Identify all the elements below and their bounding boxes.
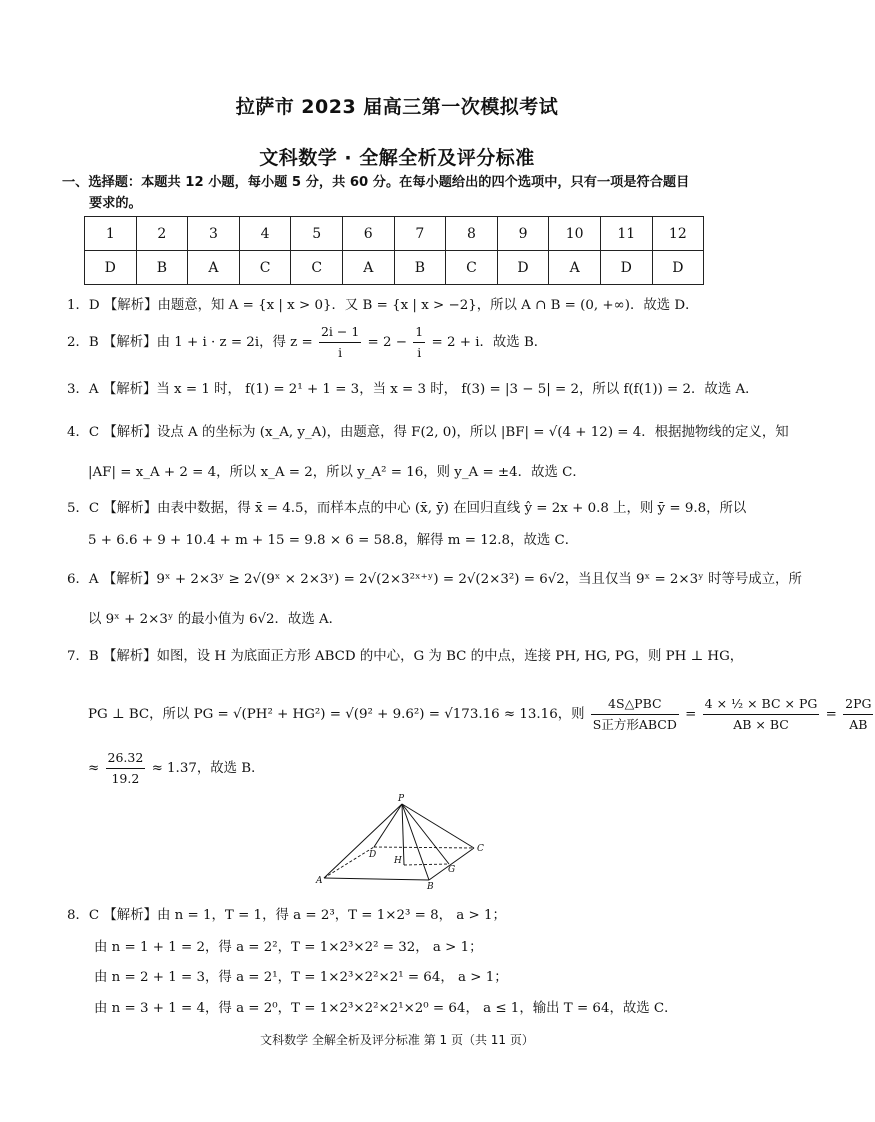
solution-2-fraction-1 [319, 322, 361, 363]
solution-7-text-end: ≈ 1.37，故选 B． [151, 761, 265, 776]
section-heading-line1: 一、选择题：本题共 12 小题，每小题 5 分，共 60 分。在每小题给出的四个选项中，只有一项是符合题目 [62, 175, 690, 190]
fraction-numerator: 4S△PBC [591, 694, 679, 715]
label-H: H [394, 856, 402, 866]
edge-PA [324, 804, 402, 878]
page-subtitle: 文科数学 · 全解全析及评分标准 [259, 147, 535, 169]
edge-PD [374, 804, 402, 847]
solution-8-line2: 由 n = 1 + 1 = 2，得 a = 2²，T = 1×2³×2² = 32， a > 1； [94, 940, 483, 955]
answer-cell: B [136, 251, 188, 285]
equals-sign: = [825, 707, 837, 722]
solution-2-text-mid: = 2 − [367, 335, 408, 350]
solution-7-fraction-2 [703, 694, 820, 735]
segment-PH [402, 804, 404, 865]
edge-DC [374, 847, 474, 848]
solution-7-line3 [88, 748, 265, 789]
edge-PB [402, 804, 429, 880]
solution-3: 3．A 【解析】当 x = 1 时， f(1) = 2¹ + 1 = 3，当 x = 3 时， f(3) = |3 − 5| = 2，所以 f(f(1)) = 2．故选 A． [67, 382, 759, 397]
solution-7-fraction-1 [591, 694, 679, 735]
solution-7-fraction-3 [843, 694, 873, 735]
fraction-numerator: 2PG [843, 694, 873, 715]
fraction-denominator: AB × BC [733, 717, 789, 732]
segment-HG [404, 864, 449, 865]
pyramid-figure [314, 790, 494, 890]
label-P: P [398, 794, 405, 804]
solution-2-text-end: = 2 + i．故选 B． [431, 335, 548, 350]
fraction-denominator: i [417, 345, 422, 360]
solution-5-line1: 5．C 【解析】由表中数据，得 x̄ = 4.5，而样本点的中心 (x̄, ȳ) 在回归直线 ŷ = 2x + 0.8 上，则 ȳ = 9.8，所以 [67, 501, 747, 516]
page-title: 拉萨市 2023 届高三第一次模拟考试 [235, 96, 559, 118]
fraction-numerator: 26.32 [106, 748, 146, 769]
answer-cell: D [85, 251, 137, 285]
solution-6-line1: 6．A 【解析】9ˣ + 2×3ʸ ≥ 2√(9ˣ × 2×3ʸ) = 2√(2×3²ˣ⁺ʸ) = 2√(2×3²) = 6√2，当且仅当 9ˣ = 2×3ʸ 时等号成立，所 [67, 572, 802, 587]
answer-cell: A [342, 251, 394, 285]
edge-PC [402, 804, 474, 848]
question-number-cell: 9 [497, 217, 549, 251]
solution-4-line1: 4．C 【解析】设点 A 的坐标为 (x_A, y_A)，由题意，得 F(2, 0)，所以 |BF| = √(4 + 12) = 4．根据抛物线的定义，知 [67, 425, 789, 440]
fraction-denominator: AB [849, 717, 868, 732]
fraction-denominator: i [338, 345, 343, 360]
fraction-numerator: 1 [413, 322, 425, 343]
answer-cell: A [188, 251, 240, 285]
page-footer: 文科数学 全解全析及评分标准 第 1 页（共 11 页） [260, 1033, 534, 1047]
question-number-cell: 4 [239, 217, 291, 251]
fraction-numerator: 2i − 1 [319, 322, 361, 343]
solution-7-text: PG ⊥ BC，所以 PG = √(PH² + HG²) = √(9² + 9.6²) = √173.16 ≈ 13.16，则 [88, 707, 585, 722]
approx-sign: ≈ [88, 761, 100, 776]
label-D: D [369, 850, 377, 860]
solution-1: 1．D 【解析】由题意，知 A = {x | x > 0}．又 B = {x | x > −2}，所以 A ∩ B = (0, +∞)．故选 D． [67, 298, 699, 313]
label-B: B [427, 882, 434, 892]
answer-cell: D [652, 251, 704, 285]
solution-7-line1: 7．B 【解析】如图，设 H 为底面正方形 ABCD 的中心，G 为 BC 的中点，连接 PH, HG, PG，则 PH ⊥ HG， [67, 649, 744, 664]
fraction-numerator: 4 × ½ × BC × PG [703, 694, 820, 715]
question-number-cell: 1 [85, 217, 137, 251]
solution-7-fraction-4 [106, 748, 146, 789]
question-number-cell: 8 [446, 217, 498, 251]
question-number-cell: 12 [652, 217, 704, 251]
answer-cell: C [446, 251, 498, 285]
label-G: G [448, 865, 456, 875]
question-number-cell: 11 [600, 217, 652, 251]
solution-5-line2: 5 + 6.6 + 9 + 10.4 + m + 15 = 9.8 × 6 = 58.8，解得 m = 12.8，故选 C． [88, 533, 579, 548]
question-number-cell: 6 [342, 217, 394, 251]
answer-table-answer-row [85, 251, 704, 285]
solution-2-text: 2．B 【解析】由 1 + i · z = 2i，得 z = [67, 335, 313, 350]
answer-cell: C [291, 251, 343, 285]
fraction-denominator: S正方形ABCD [592, 717, 677, 732]
answer-table-number-row [85, 217, 704, 251]
question-number-cell: 3 [188, 217, 240, 251]
edge-AD [324, 847, 377, 878]
fraction-denominator: 19.2 [111, 771, 140, 786]
solution-6-line2: 以 9ˣ + 2×3ʸ 的最小值为 6√2．故选 A． [88, 612, 343, 627]
label-A: A [316, 876, 323, 886]
question-number-cell: 5 [291, 217, 343, 251]
question-number-cell: 10 [549, 217, 601, 251]
answer-cell: C [239, 251, 291, 285]
question-number-cell: 7 [394, 217, 446, 251]
solution-8-line3: 由 n = 2 + 1 = 3，得 a = 2¹，T = 1×2³×2²×2¹ = 64， a > 1； [94, 970, 508, 985]
answer-cell: A [549, 251, 601, 285]
answer-cell: D [497, 251, 549, 285]
answer-table [84, 216, 704, 285]
solution-2-fraction-2 [413, 322, 425, 363]
answer-cell: B [394, 251, 446, 285]
label-C: C [477, 844, 484, 854]
solution-8-line1: 8．C 【解析】由 n = 1，T = 1，得 a = 2³，T = 1×2³ = 8， a > 1； [67, 908, 506, 923]
solution-4-line2: |AF| = x_A + 2 = 4，所以 x_A = 2，所以 y_A² = 16，则 y_A = ±4．故选 C． [88, 465, 586, 480]
section-heading [62, 172, 742, 214]
answer-cell: D [600, 251, 652, 285]
solution-2 [67, 322, 547, 363]
segment-PG [402, 804, 449, 864]
equals-sign: = [685, 707, 697, 722]
solution-8-line4: 由 n = 3 + 1 = 4，得 a = 2⁰，T = 1×2³×2²×2¹×2⁰ = 64， a ≤ 1，输出 T = 64，故选 C． [94, 1001, 678, 1016]
edge-AB [324, 878, 429, 880]
question-number-cell: 2 [136, 217, 188, 251]
section-heading-line2: 要求的。 [89, 196, 142, 211]
solution-7-line2 [88, 694, 875, 735]
